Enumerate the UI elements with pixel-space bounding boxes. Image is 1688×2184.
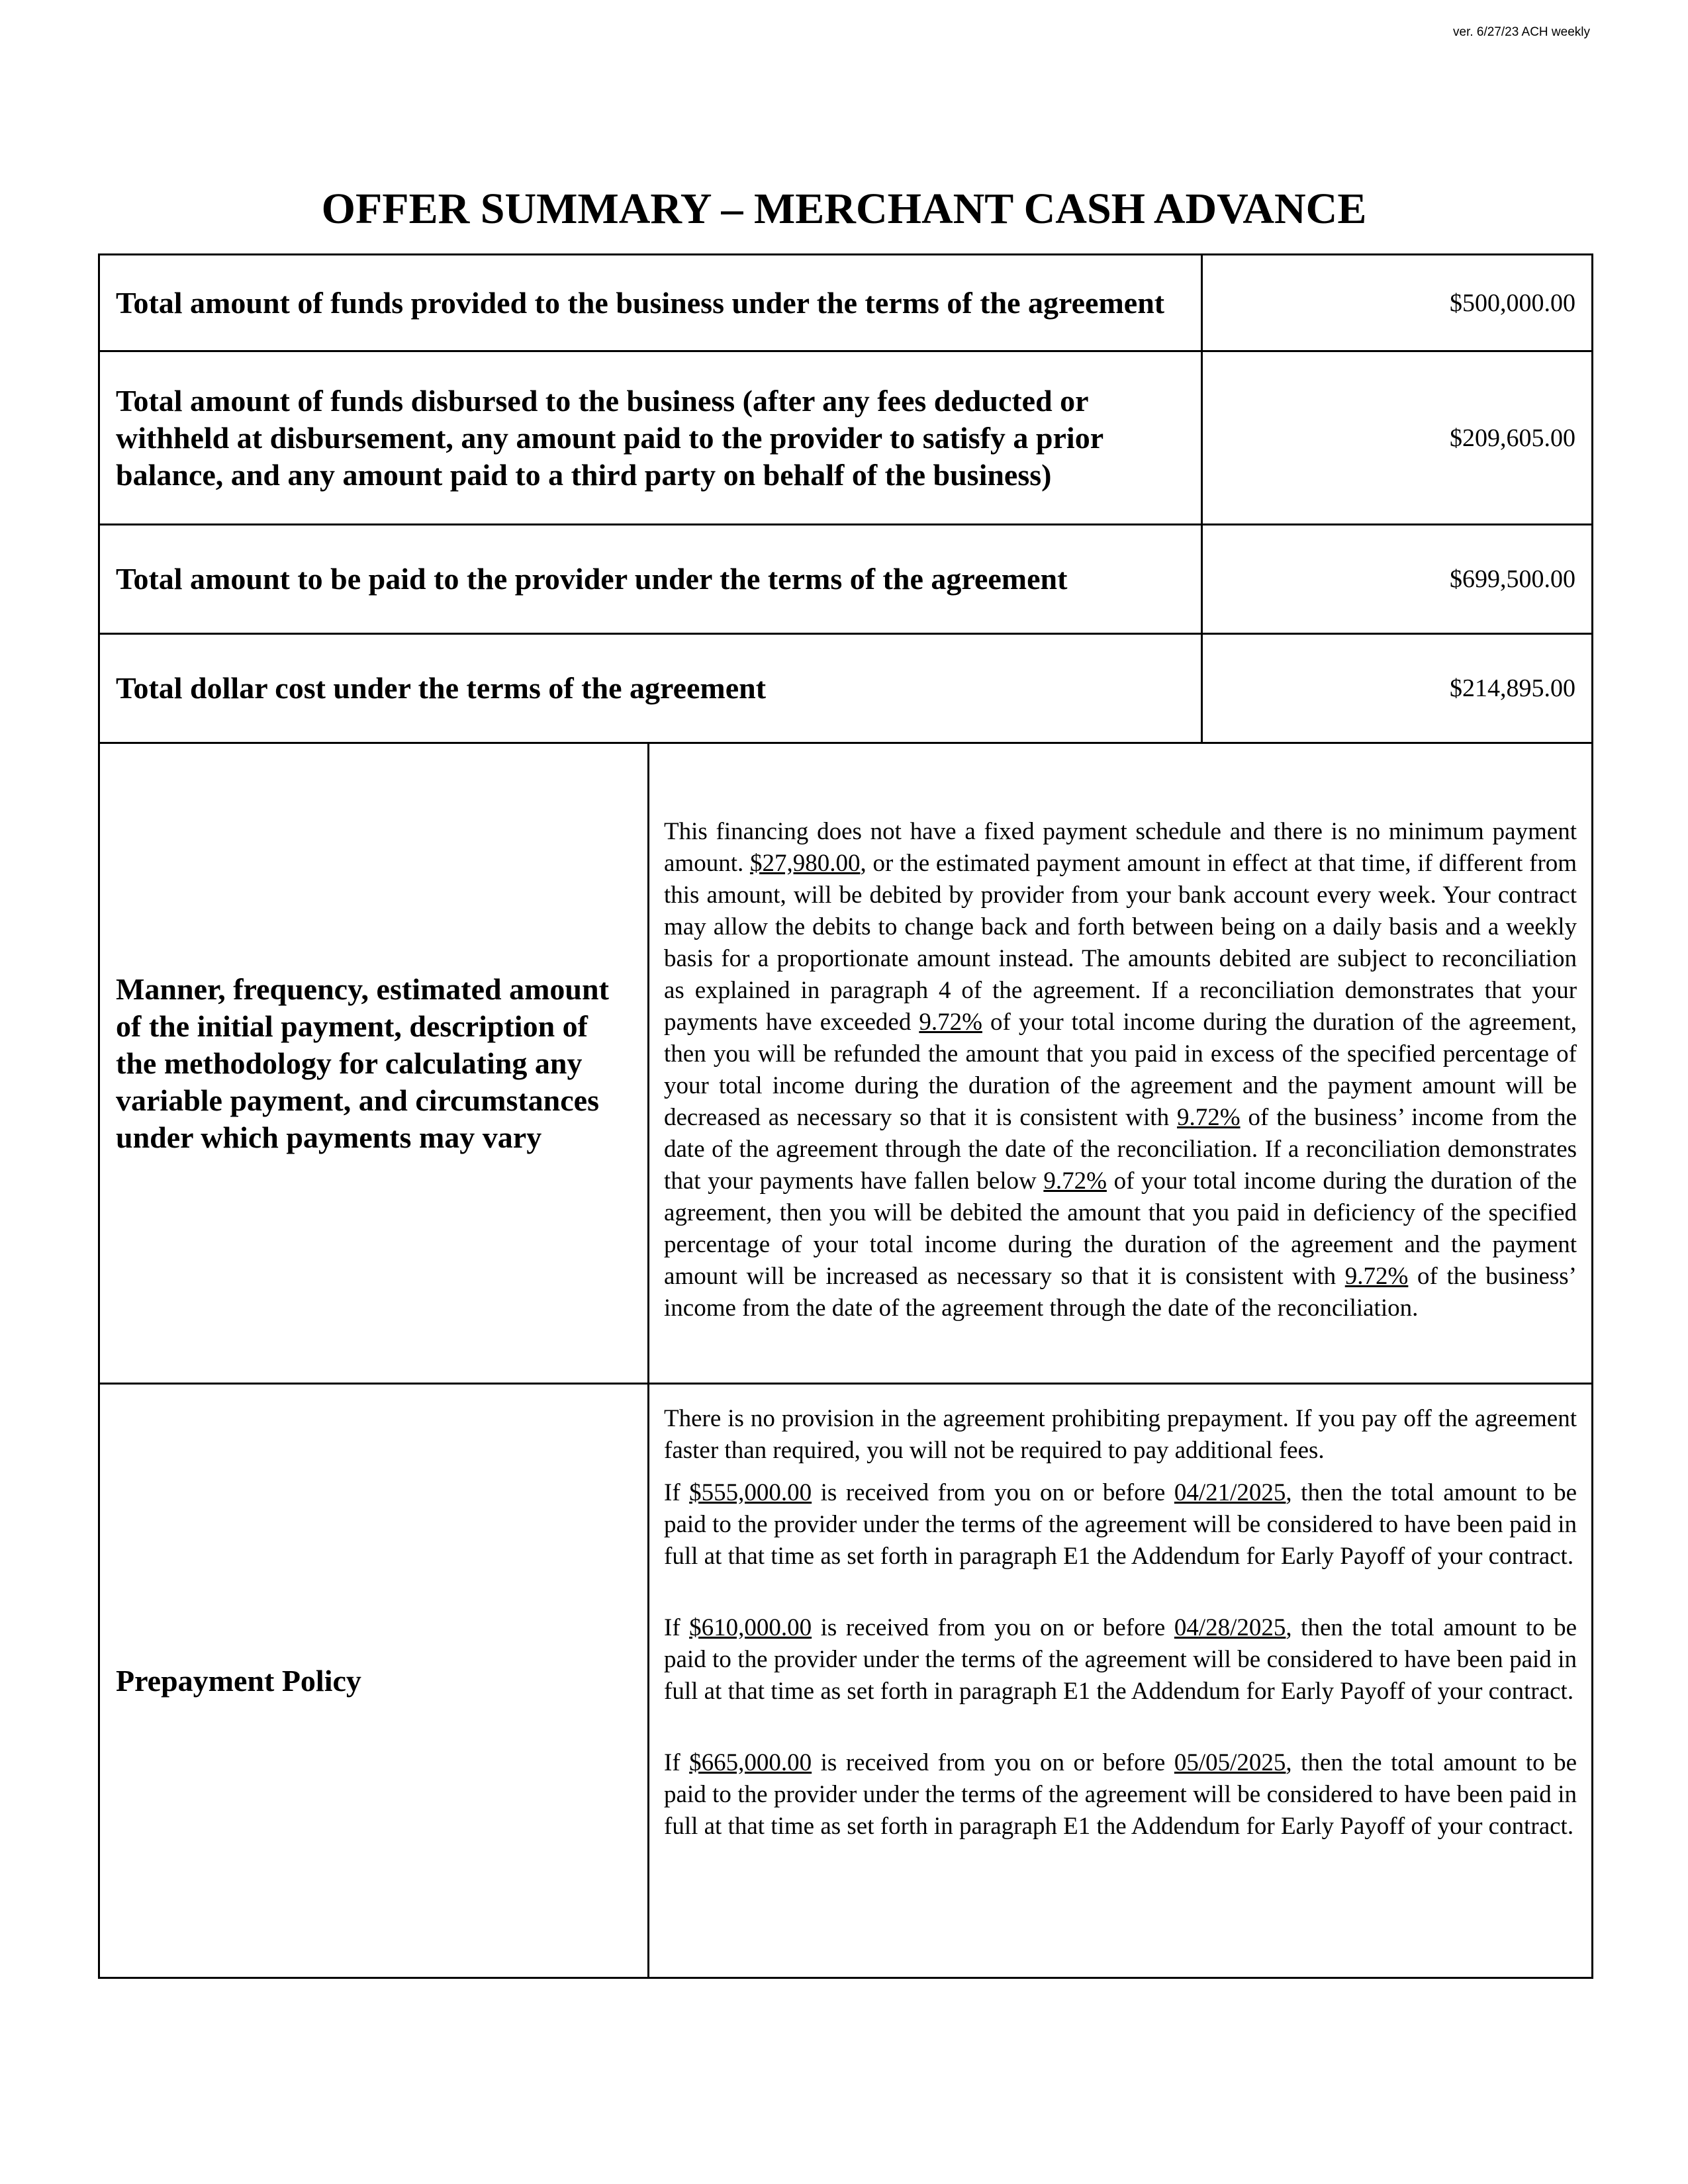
version-label: ver. 6/27/23 ACH weekly <box>1453 25 1590 39</box>
table-row <box>99 743 1593 1384</box>
manner-description: This financing does not have a fixed payment schedule and there is no minimum payment amount. $27,980.00, or the estimated payment amount in effect at that time, if different from this amount, will be debited by provider from your bank account every week. Your contract may allow the debits to change back and forth between being on a daily basis and a weekly basis for a proportionate amount instead. The amounts debited are subject to reconciliation as explained in paragraph 4 of the agreement. If a reconciliation demonstrates that your payments have exceeded 9.72% of your total income during the duration of the agreement, then you will be refunded the amount that you paid in excess of the specified percentage of your total income during the duration of the agreement and the payment amount will be decreased as necessary so that it is consistent with 9.72% of the business’ income from the date of the agreement through the date of the reconciliation. If a reconciliation demonstrates that your payments have fallen below 9.72% of your total income during the duration of the agreement, then you will be debited the amount that you paid in deficiency of the specified percentage of your total income during the duration of the agreement and the payment amount will be increased as necessary so that it is consistent with 9.72% of the business’ income from the date of the agreement through the date of the reconciliation. <box>649 743 1593 1384</box>
payoff-date: 05/05/2025 <box>1174 1749 1286 1776</box>
funds-provided-label: Total amount of funds provided to the business under the terms of the agreement <box>99 255 1202 351</box>
total-paid-value: $699,500.00 <box>1202 525 1593 634</box>
payoff-amount: $665,000.00 <box>689 1749 812 1776</box>
percentage-value: 9.72% <box>919 1008 982 1036</box>
payoff-amount: $610,000.00 <box>689 1614 812 1641</box>
funds-disbursed-label: Total amount of funds disbursed to the business (after any fees deducted or withheld at disbursement, any amount paid to the provider to satisfy a prior balance, and any amount paid to a third party on behalf of the business) <box>99 351 1202 525</box>
prepayment-intro: There is no provision in the agreement prohibiting prepayment. If you pay off the agreement faster than required, you will not be required to pay additional fees. <box>664 1405 1577 1464</box>
payoff-date: 04/21/2025 <box>1174 1479 1286 1506</box>
payoff-option: If $665,000.00 is received from you on or before 05/05/2025, then the total amount to be paid to the provider under the terms of the agreement will be considered to have been paid in full at that time as set forth in paragraph E1 the Addendum for Early Payoff of your contract. <box>664 1749 1577 1840</box>
table-row <box>99 634 1593 743</box>
table-row <box>99 255 1593 351</box>
manner-label: Manner, frequency, estimated amount of the initial payment, description of the methodology for calculating any variable payment, and circumstances under which payments may vary <box>99 743 649 1384</box>
percentage-value: 9.72% <box>1176 1103 1241 1131</box>
payoff-option: If $610,000.00 is received from you on or before 04/28/2025, then the total amount to be paid to the provider under the terms of the agreement will be considered to have been paid in full at that time as set forth in paragraph E1 the Addendum for Early Payoff of your contract. <box>664 1614 1577 1705</box>
table-row <box>99 351 1593 525</box>
page-title: OFFER SUMMARY – MERCHANT CASH ADVANCE <box>321 185 1367 233</box>
offer-summary-table <box>98 253 1593 1979</box>
funds-provided-value: $500,000.00 <box>1202 255 1593 351</box>
prepayment-description <box>649 1384 1593 1978</box>
table-row <box>99 1384 1593 1978</box>
dollar-cost-value: $214,895.00 <box>1202 634 1593 743</box>
dollar-cost-label: Total dollar cost under the terms of the agreement <box>99 634 1202 743</box>
percentage-value: 9.72% <box>1344 1262 1409 1290</box>
total-paid-label: Total amount to be paid to the provider under the terms of the agreement <box>99 525 1202 634</box>
payment-amount: $27,980.00 <box>749 849 861 877</box>
percentage-value: 9.72% <box>1043 1167 1107 1195</box>
payoff-amount: $555,000.00 <box>689 1479 812 1506</box>
funds-disbursed-value: $209,605.00 <box>1202 351 1593 525</box>
payoff-date: 04/28/2025 <box>1174 1614 1286 1641</box>
payoff-option: If $555,000.00 is received from you on or before 04/21/2025, then the total amount to be paid to the provider under the terms of the agreement will be considered to have been paid in full at that time as set forth in paragraph E1 the Addendum for Early Payoff of your contract. <box>664 1479 1577 1570</box>
prepayment-label: Prepayment Policy <box>99 1384 649 1978</box>
table-row <box>99 525 1593 634</box>
